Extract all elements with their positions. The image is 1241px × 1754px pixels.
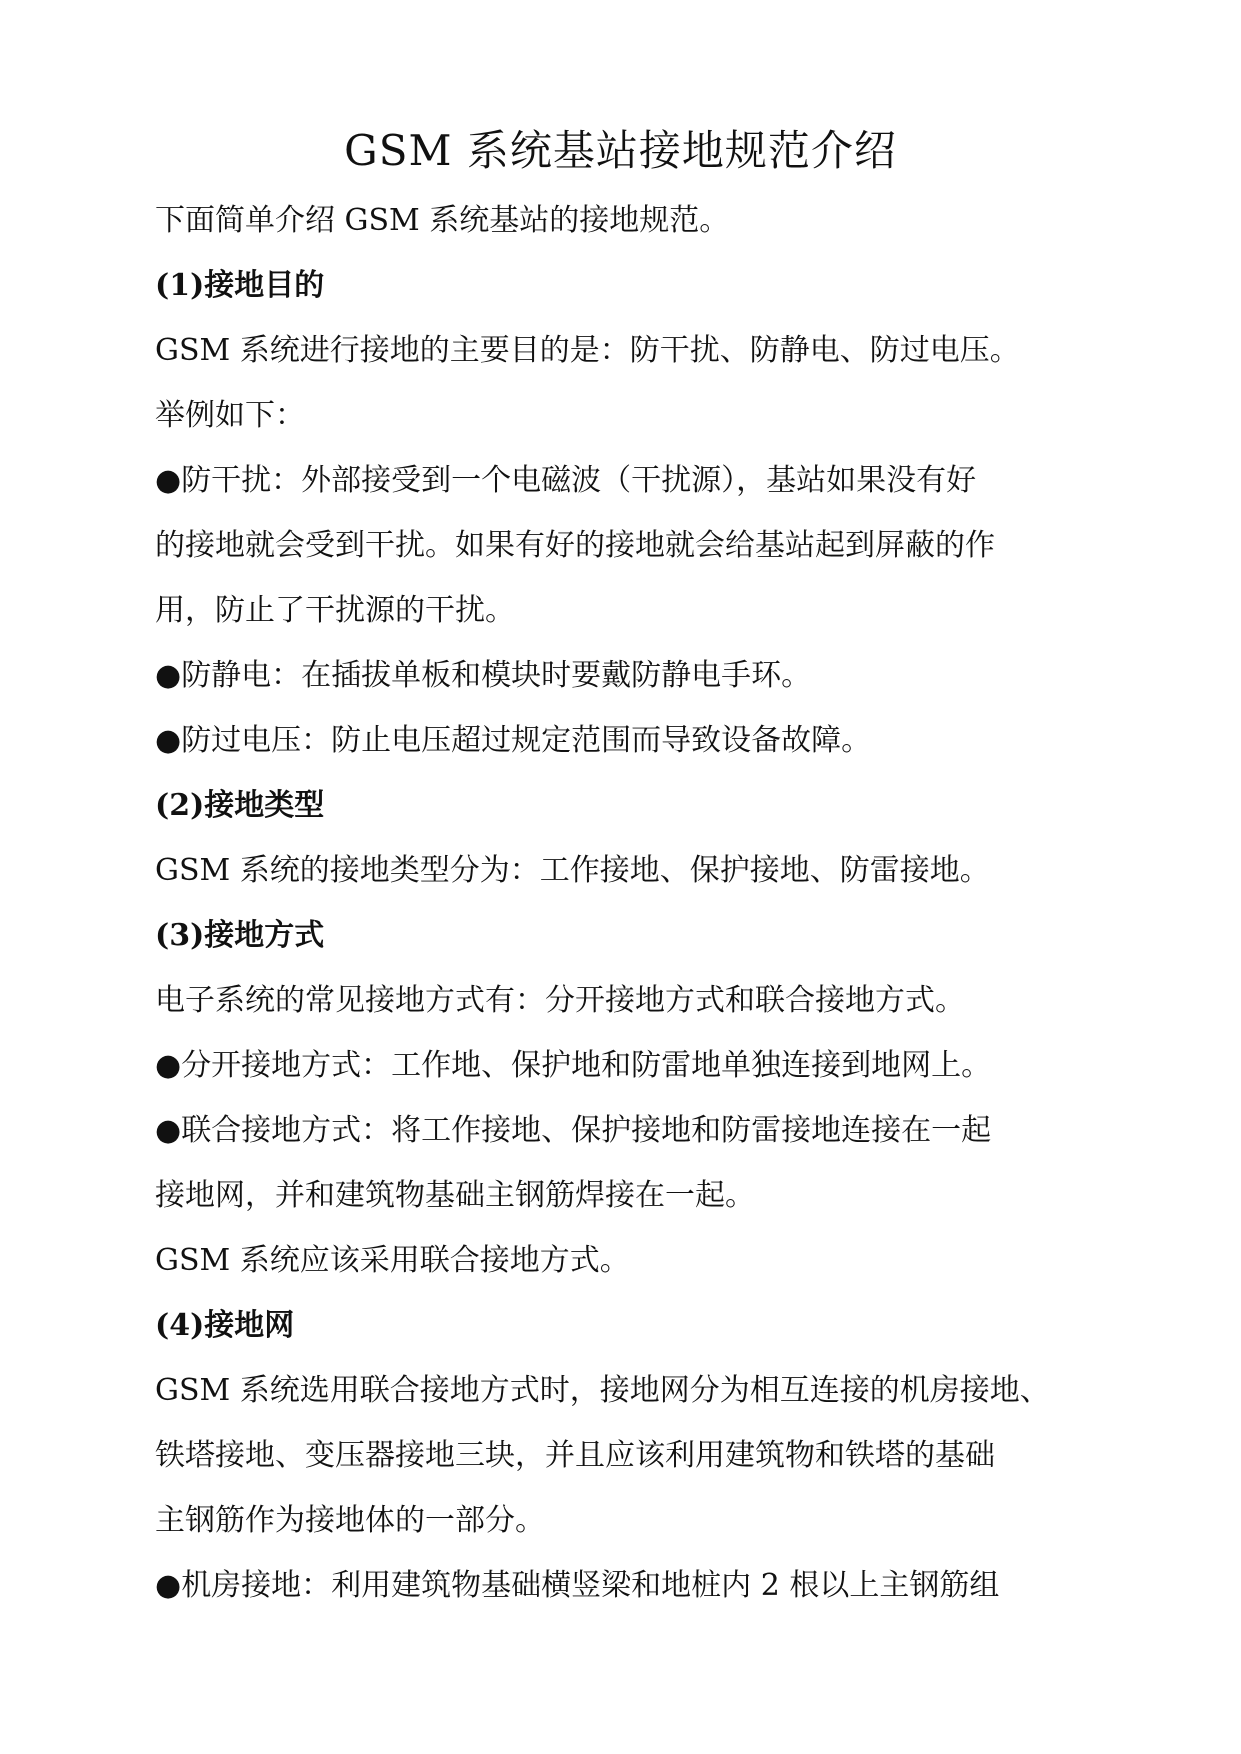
bullet-text: 联合接地方式：将工作接地、保护接地和防雷接地连接在一起: [181, 1113, 992, 1148]
bullet-text: 防干扰：外部接受到一个电磁波（干扰源），基站如果没有好: [181, 463, 977, 498]
paragraph-line: GSM 系统进行接地的主要目的是：防干扰、防静电、防过电压。: [155, 333, 1020, 368]
paragraph-line: 的接地就会受到干扰。如果有好的接地就会给基站起到屏蔽的作: [155, 528, 995, 563]
bullet-dot-icon: ●: [155, 463, 182, 498]
paragraph-line: GSM 系统选用联合接地方式时，接地网分为相互连接的机房接地、: [155, 1373, 1050, 1408]
section-heading-methods: (3)接地方式: [155, 918, 325, 953]
paragraph-line: 主钢筋作为接地体的一部分。: [155, 1503, 545, 1538]
document-body: [155, 188, 1095, 1618]
bullet-item: [155, 1033, 1095, 1098]
bullet-item: [155, 448, 1095, 513]
section-heading-grounding-grid: (4)接地网: [155, 1308, 295, 1343]
document-title: GSM 系统基站接地规范介绍: [344, 126, 897, 175]
paragraph-line: GSM 系统应该采用联合接地方式。: [155, 1243, 630, 1278]
bullet-text: 分开接地方式：工作地、保护地和防雷地单独连接到地网上。: [181, 1048, 992, 1083]
bullet-text: 机房接地：利用建筑物基础横竖梁和地桩内 2 根以上主钢筋组: [181, 1568, 1000, 1603]
bullet-dot-icon: ●: [155, 658, 182, 693]
bullet-item: [155, 1098, 1095, 1163]
paragraph-line: 下面简单介绍 GSM 系统基站的接地规范。: [155, 203, 730, 238]
paragraph-line: GSM 系统的接地类型分为：工作接地、保护接地、防雷接地。: [155, 853, 990, 888]
section-heading-purpose: (1)接地目的: [155, 268, 325, 303]
bullet-text: 防静电：在插拔单板和模块时要戴防静电手环。: [181, 658, 812, 693]
paragraph-line: 举例如下：: [155, 398, 305, 433]
bullet-item: [155, 643, 1095, 708]
bullet-item: [155, 708, 1095, 773]
paragraph-line: 电子系统的常见接地方式有：分开接地方式和联合接地方式。: [155, 983, 965, 1018]
paragraph-line: 接地网，并和建筑物基础主钢筋焊接在一起。: [155, 1178, 755, 1213]
bullet-dot-icon: ●: [155, 1568, 182, 1603]
paragraph-line: 用，防止了干扰源的干扰。: [155, 593, 515, 628]
bullet-dot-icon: ●: [155, 723, 182, 758]
bullet-dot-icon: ●: [155, 1048, 182, 1083]
bullet-text: 防过电压：防止电压超过规定范围而导致设备故障。: [181, 723, 872, 758]
bullet-dot-icon: ●: [155, 1113, 182, 1148]
bullet-item: [155, 1553, 1095, 1618]
section-heading-types: (2)接地类型: [155, 788, 325, 823]
paragraph-line: 铁塔接地、变压器接地三块，并且应该利用建筑物和铁塔的基础: [155, 1438, 995, 1473]
